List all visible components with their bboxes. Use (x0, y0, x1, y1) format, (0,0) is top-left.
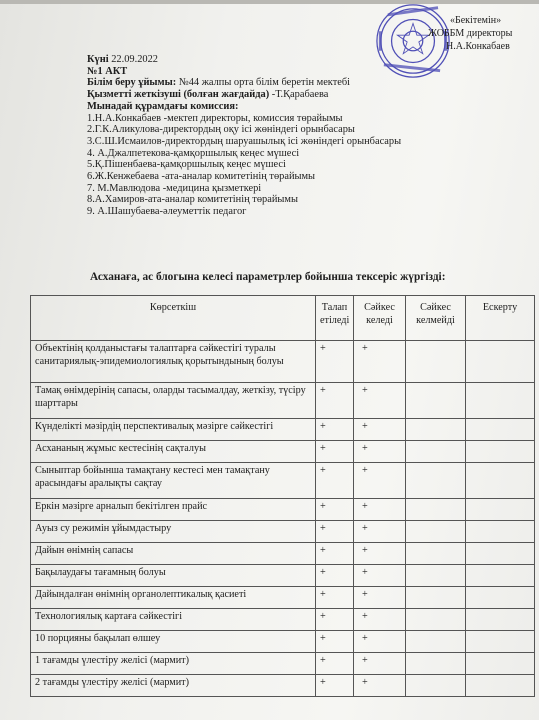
required-cell: + (316, 463, 354, 499)
provider-value: -Т.Қарабаева (271, 89, 329, 101)
required-cell: + (316, 675, 354, 697)
required-cell: + (316, 521, 354, 543)
inspection-table (30, 295, 535, 697)
table-row (31, 631, 535, 653)
table-row (31, 441, 535, 463)
provider-label: Қызметті жеткізуші (болған жағдайда) (87, 89, 270, 101)
org-value: №44 жалпы орта білім беретін мектебі (178, 77, 351, 89)
commission-label: Мынадай құрамдағы комиссия: (87, 100, 239, 112)
note-cell (466, 419, 535, 441)
member-5: 5.Қ.Пішенбаева-қамқоршылық кеңес мүшесі (87, 159, 286, 171)
table-header-row (31, 296, 535, 341)
note-cell (466, 463, 535, 499)
required-cell: + (316, 565, 354, 587)
required-cell: + (316, 383, 354, 419)
header-indicator: Көрсеткіш (31, 296, 316, 341)
note-cell (466, 565, 535, 587)
required-cell: + (316, 419, 354, 441)
act-title: №1 АКТ (87, 65, 128, 77)
table-row (31, 609, 535, 631)
header-note: Ескерту (466, 296, 535, 341)
note-cell (466, 521, 535, 543)
required-cell: + (316, 609, 354, 631)
mismatch-cell (406, 653, 466, 675)
date-row (87, 54, 527, 66)
document-header (87, 54, 527, 218)
note-cell (466, 675, 535, 697)
match-cell: + (354, 499, 406, 521)
note-cell (466, 383, 535, 419)
table-row (31, 383, 535, 419)
org-label: Білім беру ұйымы: (87, 77, 177, 89)
member-6: 6.Ж.Кенжебаева -ата-аналар комитетінің төрайымы (87, 171, 316, 183)
required-cell: + (316, 441, 354, 463)
table-row (31, 653, 535, 675)
approval-line1: «Бекітемін» (450, 15, 502, 26)
header-required: Талап етіледі (316, 296, 354, 341)
note-cell (466, 609, 535, 631)
approval-block (428, 14, 538, 53)
table-row (31, 521, 535, 543)
indicator-cell: Дайындалған өнімнің органолептикалық қасиеті (31, 587, 316, 609)
org-row (87, 77, 527, 89)
indicator-cell: Еркін мәзірге арналып бекітілген прайс (31, 499, 316, 521)
member-8: 8.А.Хамиров-ата-аналар комитетінің төрайымы (87, 194, 298, 206)
match-cell: + (354, 383, 406, 419)
required-cell: + (316, 543, 354, 565)
mismatch-cell (406, 565, 466, 587)
match-cell: + (354, 631, 406, 653)
indicator-cell: Дайын өнімнің сапасы (31, 543, 316, 565)
indicator-cell: 1 тағамды үлестіру желісі (мармит) (31, 653, 316, 675)
required-cell: + (316, 499, 354, 521)
mismatch-cell (406, 521, 466, 543)
mismatch-cell (406, 341, 466, 383)
table-row (31, 463, 535, 499)
match-cell: + (354, 587, 406, 609)
note-cell (466, 543, 535, 565)
match-cell: + (354, 419, 406, 441)
match-cell: + (354, 341, 406, 383)
indicator-cell: Объектінің қолданыстағы талаптарға сәйкестігі туралы санитариялық-эпидемиологиялық қорытындының болуы (31, 341, 316, 383)
approval-line2: ЖОББМ директоры (428, 28, 513, 39)
member-7: 7. М.Мавлюдова -медицина қызметкері (87, 182, 262, 194)
table-row (31, 587, 535, 609)
member-2: 2.Г.К.Аликулова-директордың оқу ісі жөніндегі орынбасары (87, 124, 355, 136)
indicator-cell: 10 порцияны бақылап өлшеу (31, 631, 316, 653)
member-4: 4. А.Джалпетекова-қамқоршылық кеңес мүшесі (87, 147, 300, 159)
inspection-subtitle: Асханаға, ас блогына келесі параметрлер бойынша тексеріс жүргізді: (90, 271, 446, 283)
date-label: Күні (87, 54, 109, 65)
note-cell (466, 441, 535, 463)
mismatch-cell (406, 609, 466, 631)
match-cell: + (354, 565, 406, 587)
provider-row (87, 89, 527, 101)
indicator-cell: Тамақ өнімдерінің сапасы, оларды тасымалдау, жеткізу, түсіру шарттары (31, 383, 316, 419)
member-1: 1.Н.А.Конкабаев -мектеп директоры, комиссия төрайымы (87, 112, 343, 124)
table-row (31, 419, 535, 441)
indicator-cell: Сыныптар бойынша тамақтану кестесі мен тамақтану арасындағы аралықты сақтау (31, 463, 316, 499)
indicator-cell: Асхананың жұмыс кестесінің сақталуы (31, 441, 316, 463)
note-cell (466, 631, 535, 653)
note-cell (466, 341, 535, 383)
table-row (31, 543, 535, 565)
approval-line3: Н.А.Конкабаев (446, 41, 510, 52)
member-9: 9. А.Шашубаева-әлеуметтік педагог (87, 206, 247, 218)
note-cell (466, 653, 535, 675)
header-match: Сәйкес келеді (354, 296, 406, 341)
indicator-cell: Бақылаудағы тағамның болуы (31, 565, 316, 587)
mismatch-cell (406, 587, 466, 609)
mismatch-cell (406, 463, 466, 499)
match-cell: + (354, 653, 406, 675)
mismatch-cell (406, 631, 466, 653)
mismatch-cell (406, 543, 466, 565)
match-cell: + (354, 675, 406, 697)
required-cell: + (316, 631, 354, 653)
table-row (31, 675, 535, 697)
required-cell: + (316, 341, 354, 383)
required-cell: + (316, 653, 354, 675)
indicator-cell: Күнделікті мәзірдің перспективалық мәзірге сәйкестігі (31, 419, 316, 441)
indicator-cell: 2 тағамды үлестіру желісі (мармит) (31, 675, 316, 697)
member-3: 3.С.Ш.Исмаилов-директордың шаруашылық ісі жөніндегі орынбасары (87, 135, 402, 147)
match-cell: + (354, 609, 406, 631)
date-value: 22.09.2022 (111, 54, 158, 65)
match-cell: + (354, 543, 406, 565)
table-row (31, 565, 535, 587)
note-cell (466, 499, 535, 521)
indicator-cell: Технологиялық картаға сәйкестігі (31, 609, 316, 631)
mismatch-cell (406, 675, 466, 697)
table-row (31, 341, 535, 383)
mismatch-cell (406, 419, 466, 441)
indicator-cell: Ауыз су режимін ұйымдастыру (31, 521, 316, 543)
header-mismatch: Сәйкес келмейді (406, 296, 466, 341)
top-edge (0, 0, 539, 4)
mismatch-cell (406, 441, 466, 463)
required-cell: + (316, 587, 354, 609)
match-cell: + (354, 441, 406, 463)
mismatch-cell (406, 499, 466, 521)
mismatch-cell (406, 383, 466, 419)
match-cell: + (354, 463, 406, 499)
table-row (31, 499, 535, 521)
note-cell (466, 587, 535, 609)
match-cell: + (354, 521, 406, 543)
